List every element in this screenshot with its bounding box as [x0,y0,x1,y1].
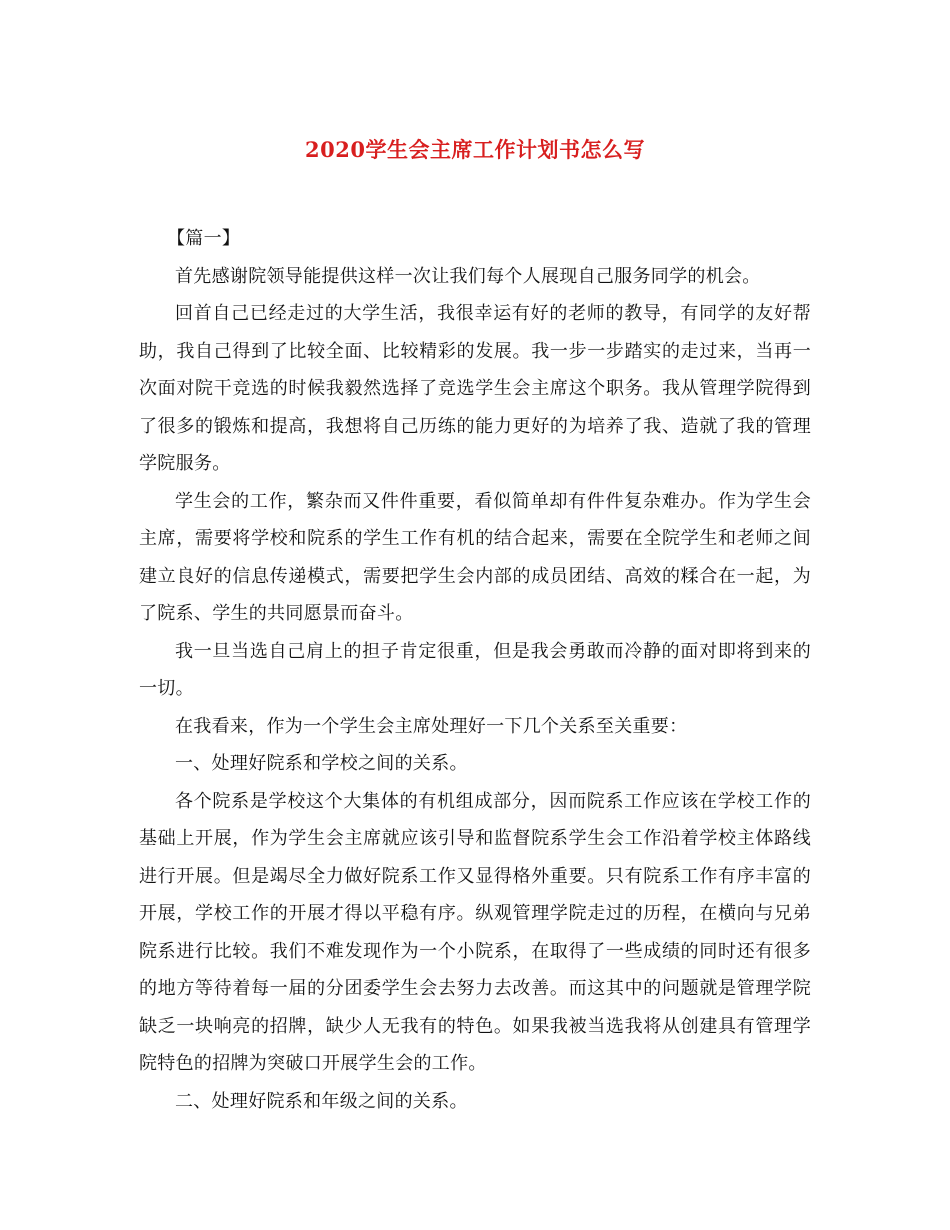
paragraph-point-two: 二、处理好院系和年级之间的关系。 [175,1090,468,1112]
paragraph-review: 回首自己已经走过的大学生活，我很幸运有好的老师的教导，有同学的友好帮助，我自己得到了比较全面、比较精彩的发展。我一步一步踏实的走过来，当再一次面对院干竞选的时候我毅然选择了竞选学生会主席这个职务。我从管理学院得到了很多的锻炼和提高，我想将自己历练的能力更好的为培养了我、造就了我的管理学院服务。 [139,303,811,474]
document-body [139,220,811,1120]
paragraph-thanks: 首先感谢院领导能提供这样一次让我们每个人展现自己服务同学的机会。 [175,265,761,287]
paragraph-relationships-intro: 在我看来，作为一个学生会主席处理好一下几个关系至关重要： [175,715,688,737]
paragraph-student-union-work: 学生会的工作，繁杂而又件件重要，看似简单却有件件复杂难办。作为学生会主席，需要将学校和院系的学生工作有机的结合起来，需要在全院学生和老师之间建立良好的信息传递模式，需要把学生会内部的成员团结、高效的糅合在一起，为了院系、学生的共同愿景而奋斗。 [139,490,811,624]
paragraph-point-one: 一、处理好院系和学校之间的关系。 [175,753,468,774]
section-heading: 【篇一】 [167,228,241,249]
paragraph-responsibility: 我一旦当选自己肩上的担子肯定很重，但是我会勇敢而冷静的面对即将到来的一切。 [139,640,811,699]
paragraph-department-school: 各个院系是学校这个大集体的有机组成部分，因而院系工作应该在学校工作的基础上开展，作为学生会主席就应该引导和监督院系学生会工作沿着学校主体路线进行开展。但是竭尽全力做好院系工作又显得格外重要。只有院系工作有序丰富的开展，学校工作的开展才得以平稳有序。纵观管理学院走过的历程，在横向与兄弟院系进行比较。我们不难发现作为一个小院系，在取得了一些成绩的同时还有很多的地方等待着每一届的分团委学生会去努力去改善。而这其中的问题就是管理学院缺乏一块响亮的招牌，缺少人无我有的特色。如果我被当选我将从创建具有管理学院特色的招牌为突破口开展学生会的工作。 [139,790,811,1074]
document-title: 2020学生会主席工作计划书怎么写 [305,137,645,162]
